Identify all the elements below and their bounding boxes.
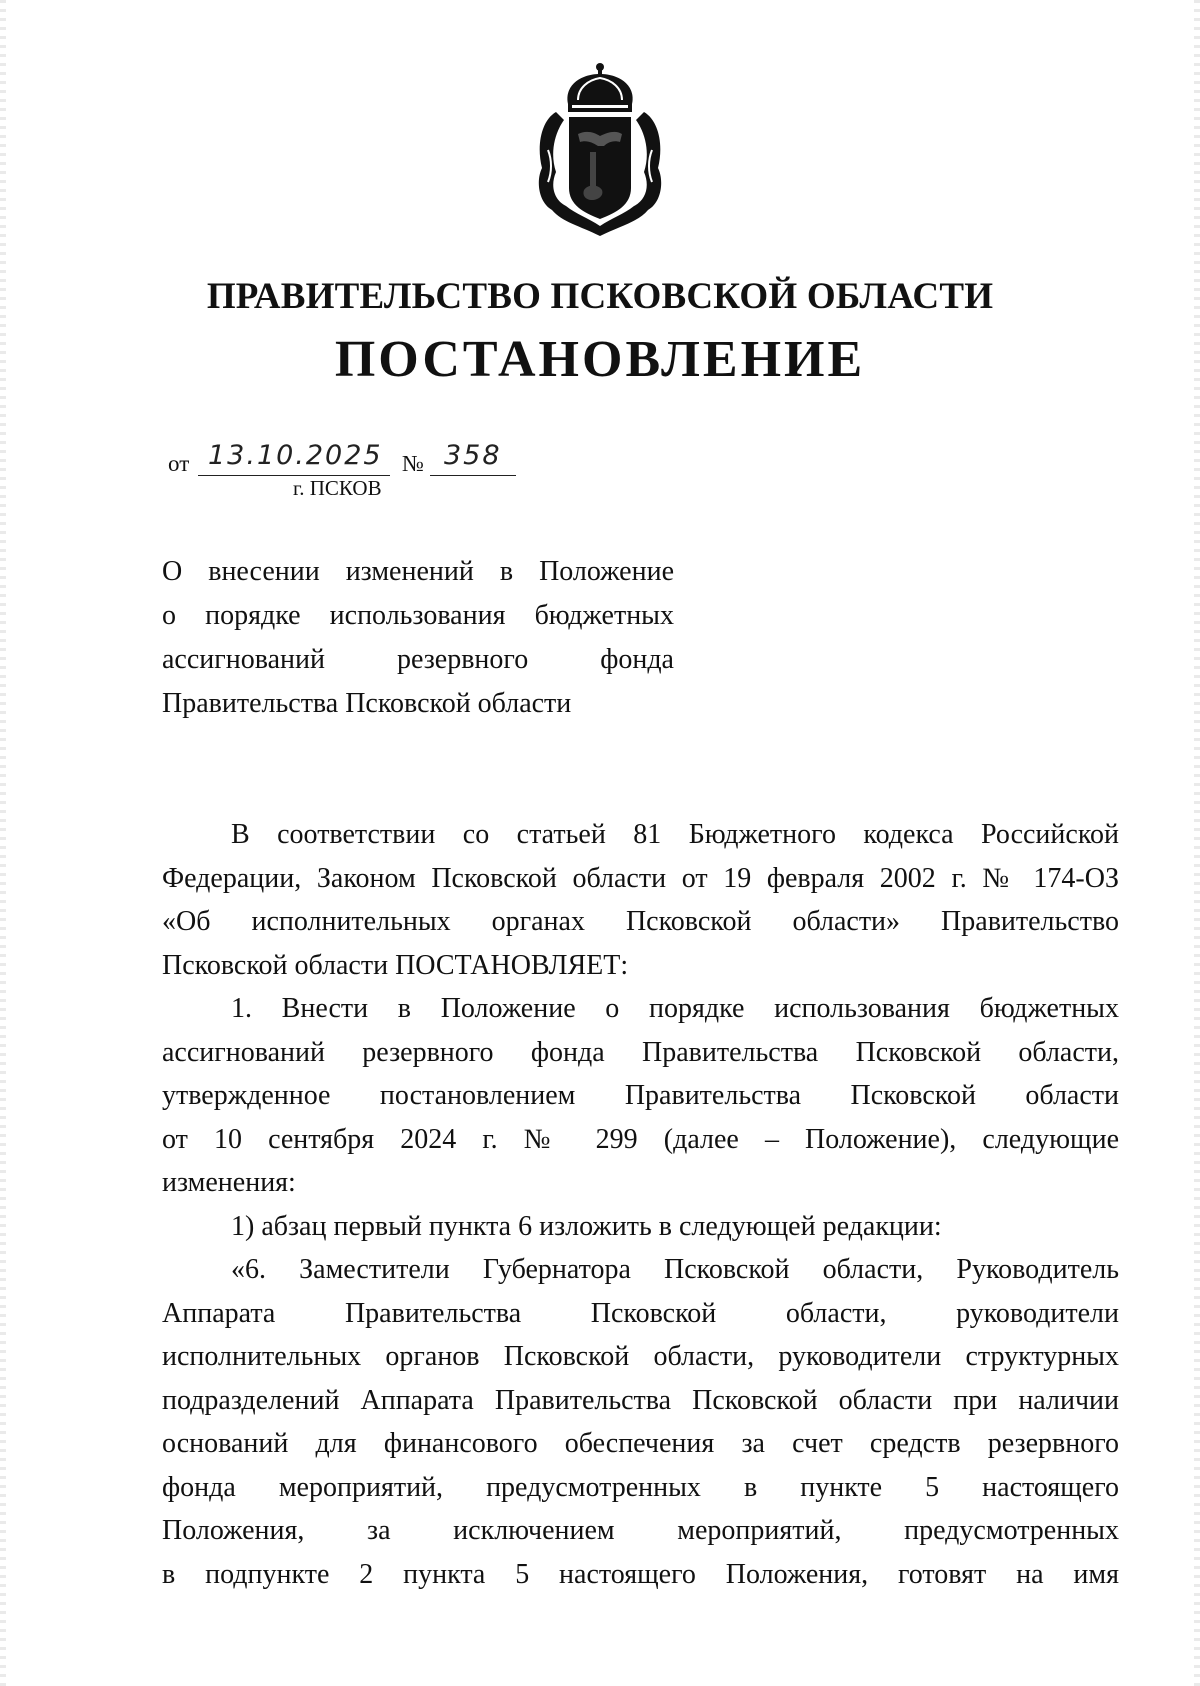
body-line: исполнительных органов Псковской области, руководители структурных	[162, 1341, 1119, 1372]
body-line: изменения:	[162, 1167, 296, 1198]
subject-line: о порядке использования бюджетных	[162, 600, 674, 631]
body-line: подразделений Аппарата Правительства Псковской области при наличии	[162, 1384, 1119, 1416]
city-label: г. ПСКОВ	[293, 476, 382, 500]
document-body	[162, 813, 1119, 1596]
body-line: от 10 сентября 2024 г. № 299 (далее – Положение), следующие	[162, 1123, 1119, 1155]
document-subject	[162, 550, 674, 726]
body-line: «6. Заместители Губернатора Псковской области, Руководитель	[231, 1254, 1119, 1285]
document-type-title: ПОСТАНОВЛЕНИЕ	[334, 331, 866, 388]
body-line: Положения, за исключением мероприятий, предусмотренных	[162, 1515, 1119, 1546]
body-line: Федерации, Законом Псковской области от 19 февраля 2002 г. № 174-ОЗ	[162, 862, 1119, 894]
body-line: в подпункте 2 пункта 5 настоящего Положения, готовят на имя	[162, 1558, 1119, 1590]
body-line: «Об исполнительных органах Псковской области» Правительство	[162, 906, 1119, 937]
subject-line: Правительства Псковской области	[162, 688, 572, 719]
number-value: 358	[444, 440, 502, 471]
subject-line: О внесении изменений в Положение	[162, 556, 674, 587]
scan-edge-right	[1194, 0, 1200, 1686]
pskov-coat-of-arms-icon	[528, 60, 672, 242]
scan-edge-left	[0, 0, 6, 1686]
subject-line: ассигнований резервного фонда	[162, 644, 674, 675]
number-label: №	[402, 451, 424, 476]
date-value: 13.10.2025	[208, 440, 383, 471]
body-line: фонда мероприятий, предусмотренных в пункте 5 настоящего	[162, 1471, 1119, 1503]
number-underline	[430, 475, 516, 476]
organization-title: ПРАВИТЕЛЬСТВО ПСКОВСКОЙ ОБЛАСТИ	[206, 276, 994, 317]
body-line: Аппарата Правительства Псковской области, руководители	[162, 1297, 1119, 1329]
date-label: от	[168, 451, 190, 476]
body-line: В соответствии со статьей 81 Бюджетного кодекса Российской	[231, 819, 1119, 850]
body-line: Псковской области ПОСТАНОВЛЯЕТ:	[162, 949, 629, 981]
body-line: ассигнований резервного фонда Правительства Псковской области,	[162, 1036, 1119, 1068]
body-line: 1. Внести в Положение о порядке использования бюджетных	[231, 993, 1119, 1024]
body-line: утвержденное постановлением Правительства Псковской области	[162, 1080, 1119, 1111]
body-line: оснований для финансового обеспечения за счет средств резервного	[162, 1428, 1119, 1459]
body-line: 1) абзац первый пункта 6 изложить в следующей редакции:	[231, 1210, 942, 1242]
